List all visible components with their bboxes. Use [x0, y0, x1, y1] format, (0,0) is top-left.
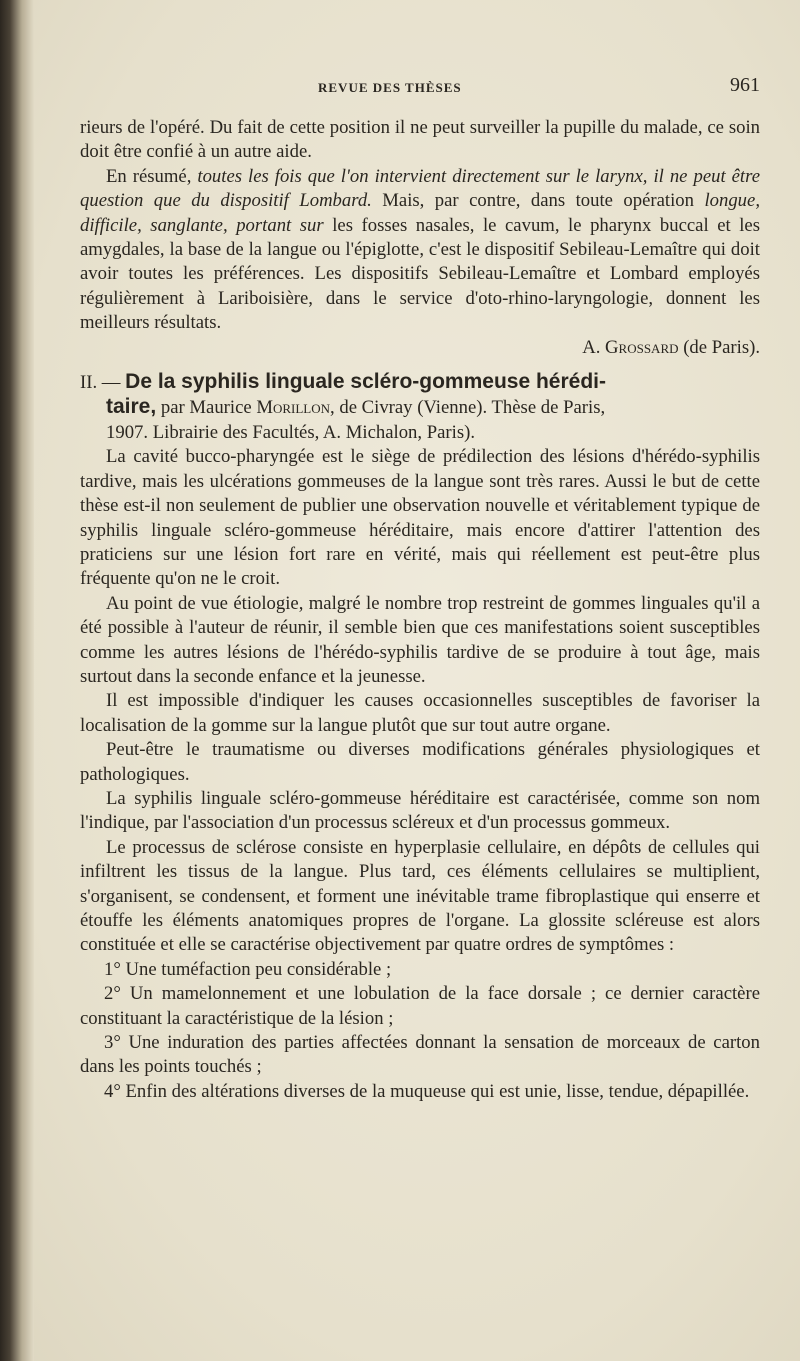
paragraph-summary [80, 165, 760, 336]
summary-lead: En résumé, [106, 165, 198, 187]
book-spine-shadow [0, 0, 34, 1361]
article-heading [80, 370, 760, 445]
article-author-rest: , de Civray (Vienne). Thèse de Paris, [330, 397, 606, 419]
article-number: II. — [80, 372, 126, 394]
signature-initial: A. [582, 336, 606, 358]
symptom-item: 3° Une induration des parties affectées donnant la sensation de morceaux de carton dans les points touchés ; [80, 1032, 760, 1078]
signature-name: Grossard [605, 336, 679, 358]
summary-rest: les fosses nasales, le cavum, le pharynx buccal et les amygdales, la base de la langue ou l'épiglotte, c'est le dispositif Sebileau-Lemaître qui doit avoir toutes les préférences. Les dispositifs Sebileau-Lemaître et Lombard employés régulièrement à Lariboisière, dans le service d'oto-rhino-laryngologie, donnent les meilleurs résultats. [80, 214, 760, 334]
paragraph: La syphilis linguale scléro-gommeuse héréditaire est caractérisée, comme son nom l'indique, par l'association d'un processus scléreux et d'un processus gommeux. [80, 787, 760, 834]
article-title-line1: De la syphilis linguale scléro-gommeuse hérédi- [125, 370, 606, 394]
page-body [80, 116, 760, 1104]
page-header [80, 76, 760, 102]
paragraph: La cavité bucco-pharyngée est le siège de prédilection des lésions d'hérédo-syphilis tardive, mais les ulcérations gommeuses de la langue sont très rares. Aussi le but de cette thèse est-il non seulement de publier une observation nouvelle et véritablement typique de syphilis linguale scléro-gommeuse héréditaire, mais encore d'attirer l'attention des praticiens sur une lésion fort rare en vérité, mais qui réellement est peut-être plus fréquente qu'on ne le croit. [80, 446, 760, 590]
paragraph: Au point de vue étiologie, malgré le nombre trop restreint de gommes linguales qu'il a été possible à l'auteur de réunir, il semble bien que ces manifestations soient susceptibles comme les autres lésions de l'hérédo-syphilis tardive de se produire à tout âge, mais surtout dans la seconde enfance et la jeunesse. [80, 592, 760, 687]
paragraph: Il est impossible d'indiquer les causes occasionnelles susceptibles de favoriser la localisation de la gomme sur la langue plutôt que sur tout autre organe. [80, 690, 760, 736]
article-title-line2: taire, [106, 395, 157, 419]
article-by: par Maurice [156, 397, 257, 419]
summary-emphasis-2: longue, difficile, sanglante, portant sur [80, 190, 760, 236]
signature-place: (de Paris). [678, 336, 760, 358]
author-signature [80, 336, 760, 360]
article-bibliography: 1907. Librairie des Facultés, A. Michalon, Paris). [106, 421, 476, 443]
symptom-item: 4° Enfin des altérations diverses de la muqueuse qui est unie, lisse, tendue, dépapillée. [104, 1080, 750, 1102]
symptom-item: 1° Une tuméfaction peu considérable ; [104, 958, 392, 980]
page-number: 961 [730, 74, 760, 96]
symptom-item: 2° Un mamelonnement et une lobulation de la face dorsale ; ce dernier caractère constituant la caractéristique de la lésion ; [80, 983, 760, 1029]
summary-emphasis-1: toutes les fois que l'on intervient directement sur le larynx, il ne peut être question que du dispositif Lombard. [80, 165, 760, 212]
article-author: Morillon [256, 397, 331, 419]
paragraph: Peut-être le traumatisme ou diverses modifications générales physiologiques et pathologiques. [80, 739, 760, 785]
paragraph-continuation: rieurs de l'opéré. Du fait de cette position il ne peut surveiller la pupille du malade, ce soin doit être confié à un autre aide. [80, 117, 760, 163]
paragraph: Le processus de sclérose consiste en hyperplasie cellulaire, en dépôts de cellules qui infiltrent les tissus de la langue. Plus tard, ces éléments cellulaires se multiplient, s'organisent, se condensent, et forment une inévitable trame fibroplastique qui enserre et étouffe les éléments anatomiques propres de l'organe. La glossite scléreuse est alors constituée et elle se caractérise objectivement par quatre ordres de symptômes : [80, 836, 760, 956]
running-title: REVUE DES THÈSES [318, 80, 462, 95]
summary-mid: Mais, par contre, dans toute opération [371, 190, 705, 212]
